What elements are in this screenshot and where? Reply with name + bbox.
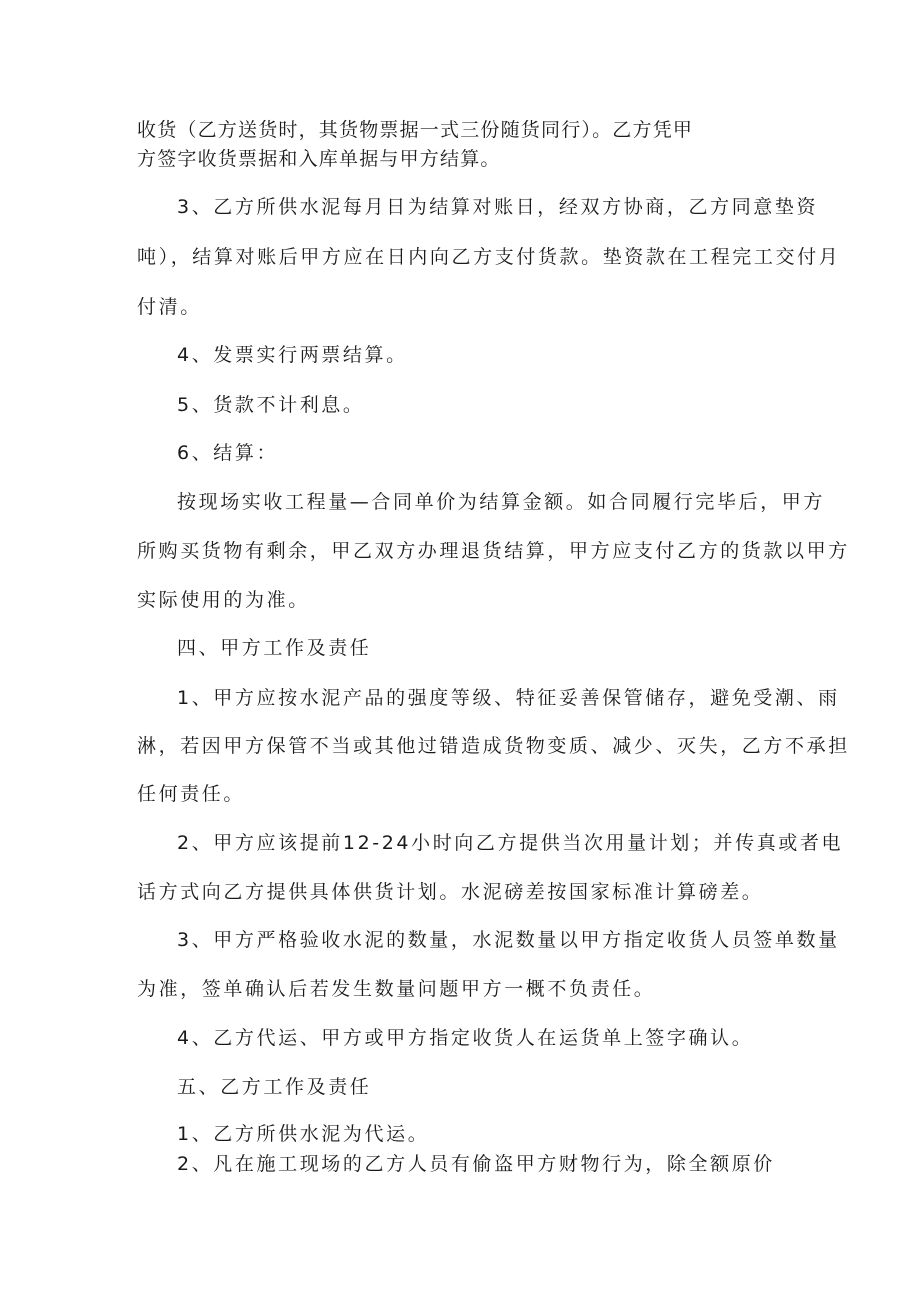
paragraph-line: 实际使用的为准。 <box>137 589 310 611</box>
paragraph-line: 为准，签单确认后若发生数量问题甲方一概不负责任。 <box>137 978 656 1000</box>
paragraph-line: 5、货款不计利息。 <box>177 394 365 416</box>
paragraph-line: 6、结算： <box>177 442 279 464</box>
paragraph-line: 话方式向乙方提供具体供货计划。水泥磅差按国家标准计算磅差。 <box>137 881 764 903</box>
paragraph-line: 任何责任。 <box>137 783 246 805</box>
paragraph-line: 按现场实收工程量—合同单价为结算金额。如合同履行完毕后，甲方 <box>177 491 826 513</box>
paragraph-line: 1、乙方所供水泥为代运。 <box>177 1123 430 1145</box>
paragraph-line: 4、发票实行两票结算。 <box>177 344 408 366</box>
paragraph-line: 付清。 <box>137 296 202 318</box>
paragraph-line: 3、甲方严格验收水泥的数量，水泥数量以甲方指定收货人员签单数量 <box>177 929 840 951</box>
paragraph-line: 2、凡在施工现场的乙方人员有偷盗甲方财物行为，除全额原价 <box>177 1153 775 1175</box>
paragraph-line: 收货（乙方送货时，其货物票据一式三份随货同行）。乙方凭甲 <box>137 119 694 141</box>
paragraph-line: 4、乙方代运、甲方或甲方指定收货人在运货单上签字确认。 <box>177 1027 754 1049</box>
paragraph-line: 1、甲方应按水泥产品的强度等级、特征妥善保管储存，避免受潮、雨 <box>177 687 840 709</box>
section-heading: 五、乙方工作及责任 <box>177 1076 372 1098</box>
paragraph-line: 吨），结算对账后甲方应在日内向乙方支付货款。垫资款在工程完工交付月 <box>137 246 841 268</box>
paragraph-line: 淋，若因甲方保管不当或其他过错造成货物变质、减少、灭失，乙方不承担 <box>137 735 850 757</box>
paragraph-line: 3、乙方所供水泥每月日为结算对账日，经双方协商，乙方同意垫资 <box>177 196 819 218</box>
paragraph-line: 所购买货物有剩余，甲乙双方办理退货结算，甲方应支付乙方的货款以甲方 <box>137 540 850 562</box>
section-heading: 四、甲方工作及责任 <box>177 637 372 659</box>
paragraph-line: 方签字收货票据和入库单据与甲方结算。 <box>137 148 501 170</box>
paragraph-line: 2、甲方应该提前12-24小时向乙方提供当次用量计划；并传真或者电 <box>177 832 844 854</box>
